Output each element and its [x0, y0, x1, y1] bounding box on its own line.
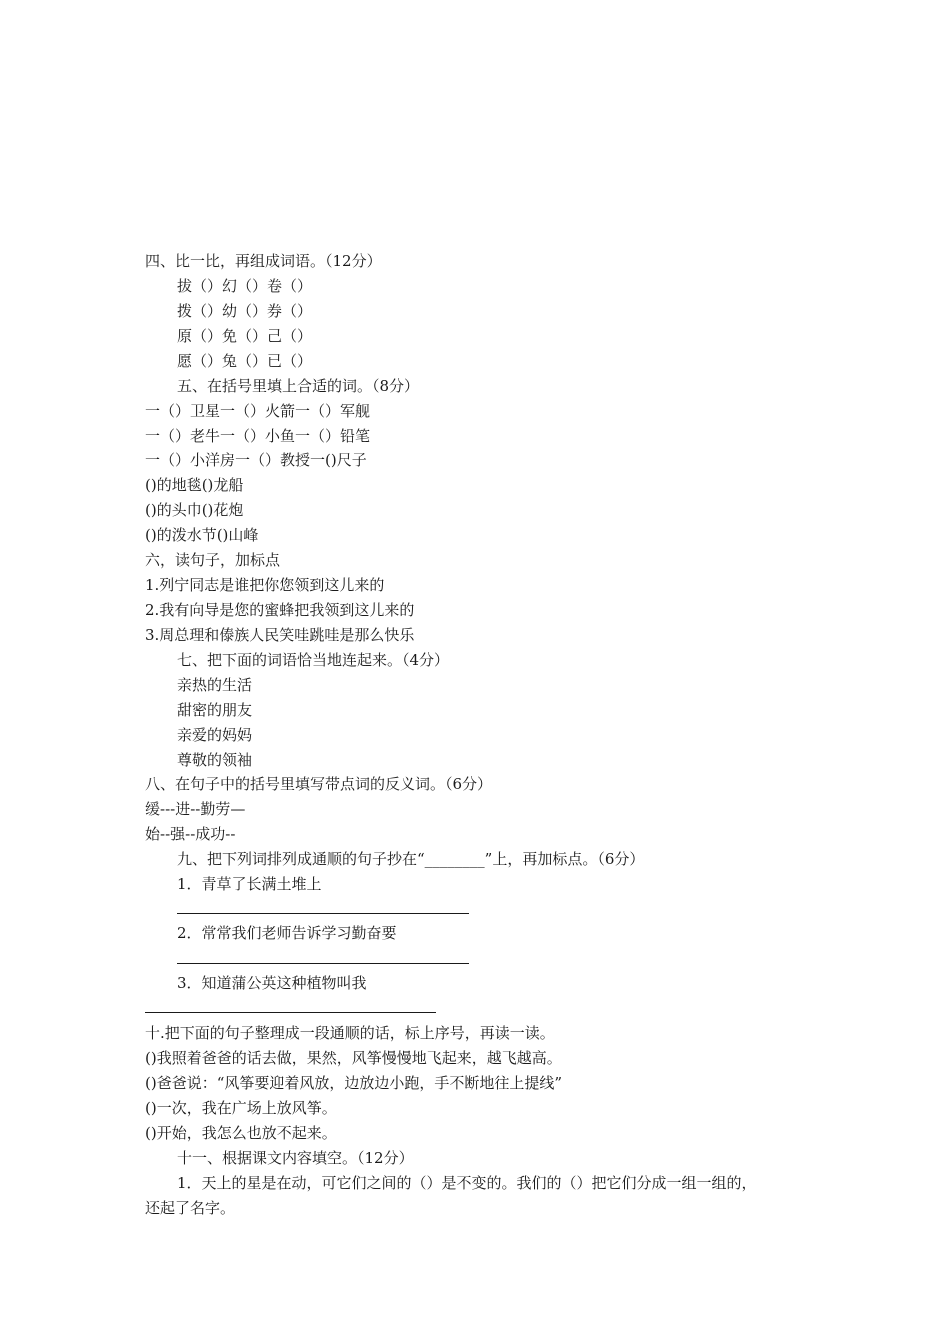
section-9-item: 1．青草了长满土堆上 — [177, 875, 322, 893]
section-8-title: 八、在句子中的括号里填写带点词的反义词。（6分） — [145, 775, 493, 793]
section-9-title: 九、把下列词排列成通顺的句子抄在“________”上，再加标点。（6分） — [177, 850, 645, 868]
section-9-item: 2．常常我们老师告诉学习勤奋要 — [177, 924, 397, 942]
answer-line[interactable] — [177, 963, 469, 964]
section-10-title: 十.把下面的句子整理成一段通顺的话，标上序号，再读一读。 — [145, 1024, 555, 1042]
section-7-phrase: 亲热的生活 — [177, 676, 253, 694]
section-10-sentence: ()一次，我在广场上放风筝。 — [145, 1099, 337, 1117]
section-4-row: 愿（）兔（）已（） — [177, 352, 313, 370]
section-11-item-1-continued: 还起了名字。 — [145, 1199, 236, 1217]
section-10-sentence: ()爸爸说：“风筝要迎着风放，边放边小跑，手不断地往上提线” — [145, 1074, 563, 1092]
section-8-row: 缓---进--勤劳— — [145, 800, 246, 818]
section-5-row: ()的地毯()龙船 — [145, 476, 244, 494]
section-4-row: 原（）免（）己（） — [177, 327, 313, 345]
section-5-title: 五、在括号里填上合适的词。（8分） — [177, 377, 420, 395]
answer-line[interactable] — [177, 913, 469, 914]
section-10-sentence: ()开始，我怎么也放不起来。 — [145, 1124, 337, 1142]
section-6-sentence: 1.列宁同志是谁把你您领到这儿来的 — [145, 576, 385, 594]
section-7-title: 七、把下面的词语恰当地连起来。（4分） — [177, 651, 450, 669]
section-11-item-1: 1．天上的星是在动，可它们之间的（）是不变的。我们的（）把它们分成一组一组的， — [177, 1174, 757, 1192]
section-11-title: 十一、根据课文内容填空。（12分） — [177, 1149, 414, 1167]
section-8-row: 始--强--成功-- — [145, 825, 236, 843]
section-6-title: 六，读句子，加标点 — [145, 551, 281, 569]
section-4-title: 四、比一比，再组成词语。（12分） — [145, 252, 382, 270]
section-5-row: ()的泼水节()山峰 — [145, 526, 259, 544]
answer-line[interactable] — [145, 1012, 436, 1013]
section-5-row: ()的头巾()花炮 — [145, 501, 244, 519]
section-4-row: 拨（）幼（）券（） — [177, 302, 313, 320]
section-10-sentence: ()我照着爸爸的话去做，果然，风筝慢慢地飞起来，越飞越高。 — [145, 1049, 562, 1067]
section-5-row: 一（）小洋房一（）教授一()尺子 — [145, 451, 367, 469]
section-5-row: 一（）老牛一（）小鱼一（）铅笔 — [145, 427, 371, 445]
section-7-phrase: 尊敬的领袖 — [177, 751, 253, 769]
section-7-phrase: 亲爱的妈妈 — [177, 726, 253, 744]
section-5-row: 一（）卫星一（）火箭一（）军舰 — [145, 402, 371, 420]
section-9-item: 3．知道蒲公英这种植物叫我 — [177, 974, 367, 992]
section-6-sentence: 3.周总理和傣族人民笑哇跳哇是那么快乐 — [145, 626, 415, 644]
section-7-phrase: 甜密的朋友 — [177, 701, 253, 719]
section-4-row: 拔（）幻（）卷（） — [177, 277, 313, 295]
section-6-sentence: 2.我有向导是您的蜜蜂把我领到这儿来的 — [145, 601, 415, 619]
